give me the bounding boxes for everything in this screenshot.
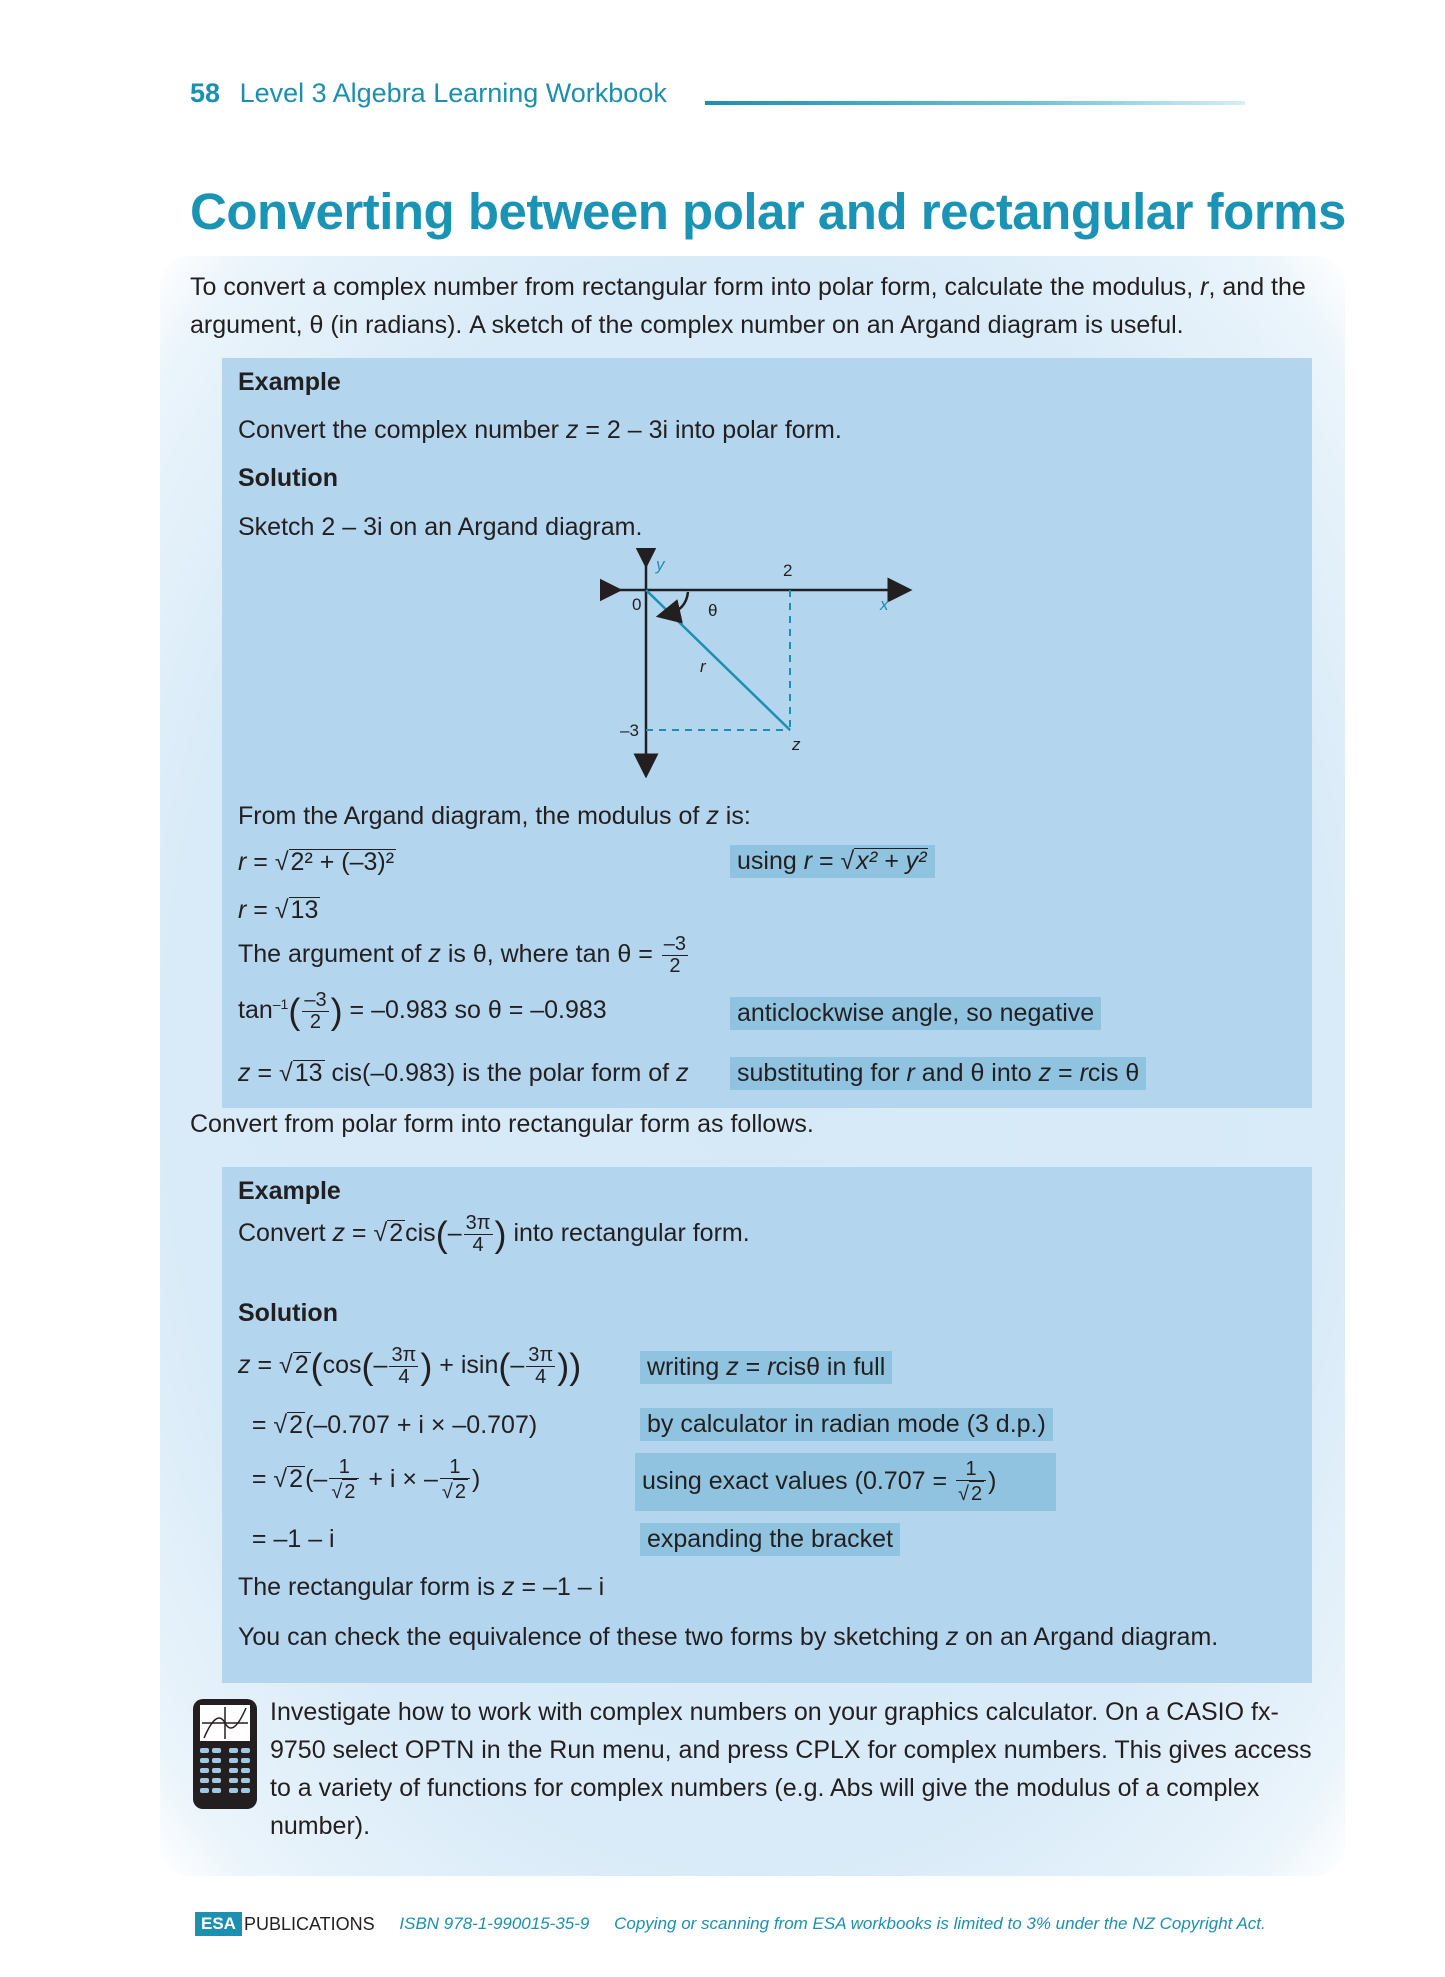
note-using-r-formula: using r = √x² + y² [730, 845, 935, 878]
p2eq: = [344, 1219, 374, 1248]
l1-po: ( [310, 1345, 323, 1387]
p2rad: 2 [389, 1219, 404, 1248]
radicand-1: 2² + (–3)² [290, 848, 395, 876]
p2a: Convert [238, 1219, 333, 1248]
page-title: Converting between polar and rectangular forms [190, 183, 1346, 240]
tan-frac-num: –3 [304, 989, 327, 1011]
example-label-2: Example [238, 1177, 341, 1205]
note-radicand: x² + y² [856, 847, 927, 875]
y-tick-label: –3 [620, 721, 639, 740]
note-exact-values [635, 1453, 1056, 1511]
l3-frac [329, 1457, 359, 1504]
esa-logo: ESA [195, 1912, 242, 1936]
note-r: r [803, 847, 813, 875]
l1-po3: ( [498, 1345, 511, 1387]
e2n1c: cisθ in full [775, 1353, 886, 1381]
origin-label: 0 [632, 595, 642, 614]
e2n1a: writing [647, 1353, 727, 1381]
nfdrad: 2 [970, 1483, 983, 1505]
arg-z: z [428, 940, 441, 969]
r-var: r [238, 848, 247, 876]
rect-line-3: = √2(– $\frac{1}{√ 2}$ + i × – $\frac{1}{√ 2}$ ) [238, 1456, 481, 1503]
tan-text: tan [238, 996, 273, 1025]
intro-paragraph [190, 268, 1320, 344]
isbn: ISBN 978-1-990015-35-9 [399, 1914, 590, 1933]
tan-result: = –0.983 so θ = –0.983 [342, 996, 607, 1025]
polar-radicand: 13 [294, 1059, 323, 1087]
l3mid: + i × – [361, 1465, 438, 1494]
page-number: 58 [190, 78, 221, 108]
tan-sup: –1 [272, 995, 289, 1012]
l3n2: 1 [440, 1457, 470, 1479]
note-substituting [730, 1057, 1146, 1090]
running-header [190, 78, 667, 109]
example2-prompt: Convert z = √2cis(– $\frac{3\pi}{4}$ ) into rectangular form. [238, 1212, 750, 1256]
example-prompt [238, 416, 842, 445]
cb: on an Argand diagram. [958, 1623, 1219, 1651]
p2-paren-open: ( [435, 1213, 448, 1255]
n3r2: r [1079, 1059, 1088, 1087]
p2-frac-den: 4 [472, 1234, 484, 1256]
paren-close: ) [330, 990, 343, 1032]
n3z: z [1038, 1059, 1052, 1087]
e2n1r: r [767, 1353, 776, 1381]
copyright-notice: Copying or scanning from ESA workbooks is limited to 3% under the NZ Copyright Act. [614, 1914, 1266, 1933]
p2b: into rectangular form. [506, 1219, 750, 1248]
footer [195, 1912, 1266, 1936]
l1fn: 3π [391, 1344, 417, 1366]
modulus-line [646, 590, 790, 730]
frac-num: –3 [663, 933, 687, 955]
l1-po2: ( [361, 1345, 374, 1387]
fraction-minus3-over-2 [662, 934, 688, 977]
ca: You can check the equivalence of these two forms by sketching [238, 1623, 946, 1651]
e2n3b: ) [988, 1467, 997, 1496]
e2n1b: = [738, 1353, 768, 1381]
note-text: using [737, 847, 804, 875]
note-writing-in-full [640, 1351, 892, 1384]
polar-tail-z: z [676, 1059, 689, 1087]
frac-den: 2 [669, 955, 681, 977]
prompt-text-b: = 2 – 3i into polar form. [578, 416, 842, 444]
l1-frac [389, 1345, 418, 1388]
n3a: substituting for [737, 1059, 907, 1087]
l1-pc: ) [420, 1345, 433, 1387]
note-calculator-radian: by calculator in radian mode (3 d.p.) [640, 1408, 1053, 1441]
nfd: √ 2 [958, 1483, 983, 1505]
l1fn2: 3π [528, 1344, 554, 1366]
x-tick-label: 2 [783, 561, 793, 580]
l3d2: √ 2 [441, 1481, 466, 1503]
note-expanding: expanding the bracket [640, 1523, 900, 1556]
note-anticlockwise: anticlockwise angle, so negative [730, 997, 1101, 1030]
p2z: z [332, 1219, 345, 1248]
n3c: = [1051, 1059, 1080, 1087]
example-box-2 [222, 1167, 1312, 1683]
argument-line [238, 934, 690, 977]
l3n: 1 [329, 1457, 359, 1479]
l1-pc2: )) [557, 1345, 582, 1387]
tan-inverse-line [238, 990, 607, 1033]
calculator-tip: Investigate how to work with complex numbers on your graphics calculator. On a CASIO fx-9750 select OPTN in the Run menu, and press CPLX for complex numbers. This gives access to a variety of functions for complex numbers (e.g. Abs will give the modulus of a complex number). [270, 1698, 1312, 1840]
cz: z [945, 1623, 959, 1651]
example-label: Example [238, 368, 341, 396]
sketch-instruction: Sketch 2 – 3i on an Argand diagram. [238, 513, 643, 541]
l3drad2: 2 [454, 1481, 466, 1503]
ra: The rectangular form is [238, 1573, 502, 1601]
nfn: 1 [956, 1459, 986, 1481]
x-axis-label: x [880, 595, 889, 614]
graphics-calculator-icon [192, 1698, 258, 1810]
argand-diagram [600, 548, 920, 778]
l3drad: 2 [344, 1481, 356, 1503]
publisher-name: PUBLICATIONS [243, 1913, 375, 1934]
rect-line-1: z = √2(cos(– $\frac{3\pi}{4}$ ) + isin(– $\frac{3\pi}{4}$ )) [238, 1344, 582, 1388]
l1isin: + isin [432, 1351, 499, 1380]
l2rad: 2 [289, 1411, 304, 1439]
n3b: and θ into [914, 1059, 1039, 1087]
z-label: z [792, 735, 801, 754]
book-title: Level 3 Algebra Learning Workbook [239, 78, 667, 108]
radicand-2: 13 [290, 896, 319, 924]
rect-line-4 [238, 1525, 335, 1554]
l3d: √ 2 [331, 1481, 356, 1503]
polar-z: z [238, 1059, 251, 1087]
l1fd: 4 [398, 1366, 410, 1388]
l3rad: 2 [289, 1465, 304, 1494]
l1cos: cos [322, 1351, 362, 1380]
l2tail: (–0.707 + i × –0.707) [305, 1411, 538, 1439]
solution-label: Solution [238, 464, 338, 492]
modulus-z: z [706, 802, 719, 830]
l3-frac-2 [440, 1457, 470, 1504]
tan-frac-den: 2 [309, 1011, 322, 1033]
p2-paren-close: ) [494, 1213, 507, 1255]
y-axis-label: y [656, 555, 665, 574]
check-equivalence [238, 1623, 1218, 1652]
l1z: z [238, 1351, 251, 1380]
arg-text: The argument of [238, 940, 429, 969]
prompt-text: Convert the complex number [238, 416, 566, 444]
angle-arc [668, 592, 688, 614]
n3r: r [906, 1059, 915, 1087]
p2-frac [464, 1213, 493, 1256]
e2n1z: z [726, 1353, 739, 1381]
solution-label-2: Solution [238, 1299, 338, 1327]
r-equation-2: r = √13 [238, 896, 319, 924]
intro-text-b: , and the argument, θ (in radians). A sketch of the complex number on an Argand diagram is useful. [190, 273, 1306, 339]
r-equation-1: r = √2² + (–3)² [238, 848, 395, 876]
r-label: r [700, 657, 706, 676]
arg-text-b: is θ, where tan θ = [440, 940, 660, 969]
intro-text-a: To convert a complex number from rectangular form into polar form, calculate the modulus, [190, 273, 1201, 301]
l1fd2: 4 [535, 1366, 547, 1388]
p2-frac-num: 3π [465, 1212, 491, 1234]
rb: = –1 – i [514, 1573, 605, 1601]
l1rad: 2 [294, 1351, 309, 1380]
modulus-text: From the Argand diagram, the modulus of [238, 802, 707, 830]
intro-r: r [1200, 273, 1209, 301]
r-var-2: r [238, 896, 247, 924]
tan-fraction [302, 990, 328, 1033]
paren-open: ( [288, 990, 301, 1032]
polar-tail: cis(–0.983) is the polar form of [324, 1059, 677, 1087]
modulus-intro [238, 802, 751, 831]
n3d: cis θ [1087, 1059, 1140, 1087]
transition-text: Convert from polar form into rectangular form as follows. [190, 1110, 814, 1138]
e2n3a: using exact values (0.707 = [642, 1467, 954, 1496]
p2cis: cis [405, 1219, 436, 1248]
prompt-z: z [565, 416, 579, 444]
note-frac [956, 1459, 986, 1506]
modulus-text-b: is: [718, 802, 751, 830]
rectangular-form-result [238, 1573, 604, 1602]
l4: = –1 – i [251, 1525, 335, 1553]
rz: z [502, 1573, 515, 1601]
rect-line-2: = √2(–0.707 + i × –0.707) [238, 1411, 538, 1439]
theta-label: θ [708, 601, 718, 620]
l1-frac-2 [526, 1345, 555, 1388]
polar-form-line: z = √13 cis(–0.983) is the polar form of z [238, 1059, 689, 1087]
header-rule [705, 101, 1245, 105]
